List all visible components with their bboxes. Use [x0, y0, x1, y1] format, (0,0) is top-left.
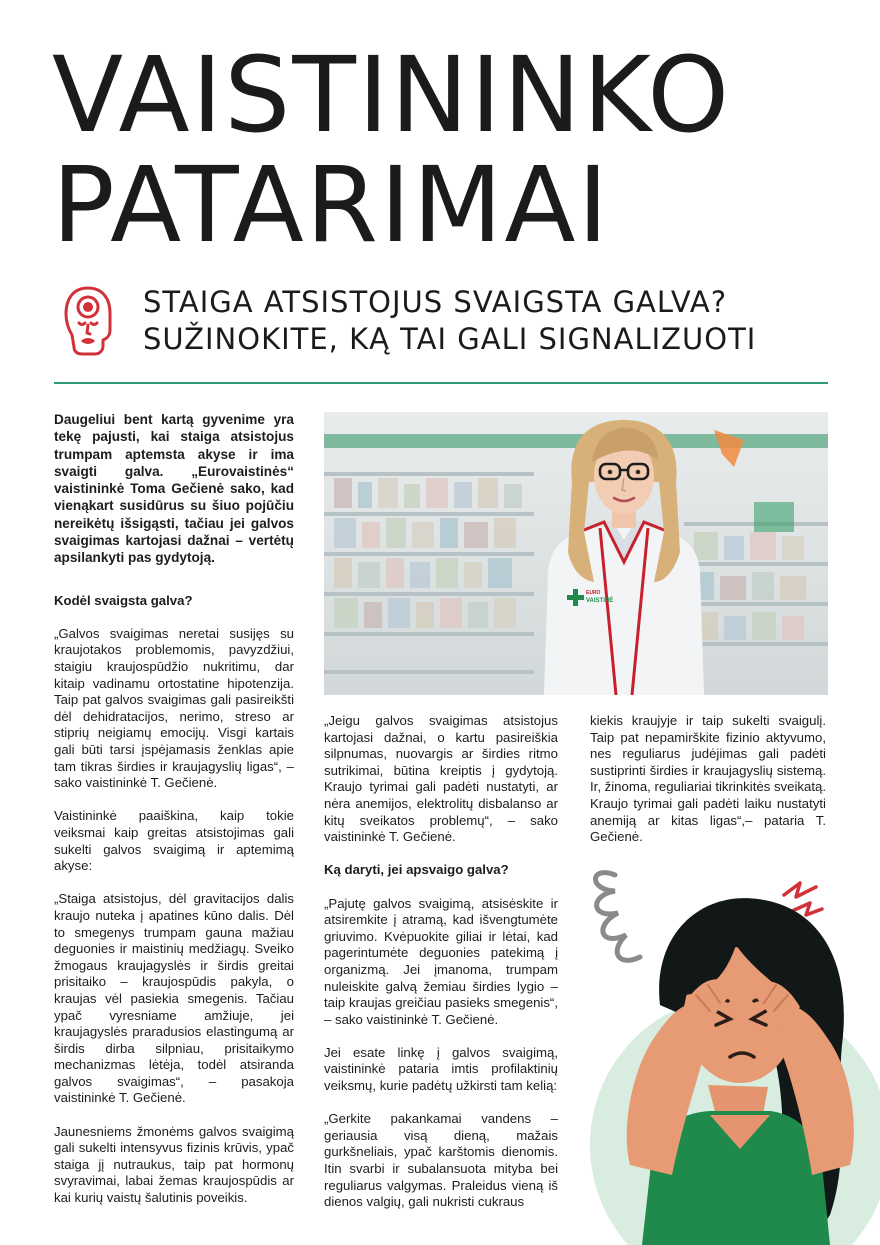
article-subtitle [143, 284, 756, 358]
section-heading-why: Kodėl svaigsta galva? [54, 592, 193, 608]
article-lead [54, 411, 294, 567]
coat-logo-text: VAISTINĖ [586, 598, 614, 604]
dizzy-head-icon [62, 285, 114, 357]
paragraph: kiekis kraujyje ir taip sukelti svaigulį. Taip pat nepamirškite fizinio aktyvumo, nes reguliarus judėjimas gali padėti sustiprinti širdies ir kraujagyslių sistemą. Ir, žinoma, reguliariai tikrinkitės sveikatą. Kraujo tyrimai gali padėti laiku nustatyti anemiją ar kitas ligas“,– pataria T. Gečienė. [590, 713, 826, 845]
page-title [52, 34, 732, 266]
paragraph: Jaunesniems žmonėms galvos svaigimą gali sukelti intensyvus fizinis krūvis, ypač staiga jį nutraukus, taip pat hormonų svyravimai, labai žemas kraujospūdis ar kai kurių vaistų šalutinis poveikis. [54, 1123, 294, 1206]
title-line-2: PATARIMAI [52, 144, 611, 266]
paragraph: „Gerkite pakankamai vandens – geriausia visą dieną, mažais gurkšneliais, ypač karštomis dienomis. Itin svarbi ir subalansuota mityba bei reguliarus valgymas. Praleidus vieną iš dienos valgių, gali nukristi cukraus [324, 1111, 558, 1210]
column-1 [54, 411, 294, 1223]
paragraph: „Pajutę galvos svaigimą, atsisėskite ir atsiremkite į atramą, kad išvengtumėte griuvimo. Kvėpuokite giliai ir lėtai, kad pagerintumėte deguonies patekimą į organizmą. Jei įmanoma, trumpam nuleiskite galvą žemiau širdies lygio – taip kraujas greičiau pasieks smegenis“, – sako vaistininkė T. Gečienė. [324, 895, 558, 1027]
paragraph: Jei esate linkę į galvos svaigimą, vaistininkė pataria imtis profilaktinių veiksmų, kurie padėtų užkirsti tam kelią: [324, 1044, 558, 1094]
paragraph: „Galvos svaigimas neretai susijęs su kraujotakos problemomis, pavyzdžiui, staigiu kraujospūdžio nukritimu, dar kitaip vadinamu ortostatine hipotenzija. Taip pat galvos svaigimas gali pasireikšti dėl dehidratacijos, nerimo, streso ar stiprių neigiamų emocijų. Visgi kartais gali būti tarsi įspėjamasis ženklas apie tam tikras širdies ir kraujagyslių ligas“, – sako vaistininkė T. Gečienė. [54, 625, 294, 791]
coat-logo-text: EURO [586, 590, 601, 596]
paragraph: „Jeigu galvos svaigimas atsistojus kartojasi dažnai, o kartu pasireiškia silpnumas, nuovargis ar širdies ritmo sutrikimai, būtina kreiptis į gydytoją. Kraujo tyrimai gali padėti nustatyti, ar nėra anemijos, elektrolitų disbalanso ar kitų sveikatos problemų“, – sako vaistininkė T. Gečienė. [324, 713, 558, 845]
subtitle-line-2: SUŽINOKITE, KĄ TAI GALI SIGNALIZUOTI [143, 322, 757, 356]
lead-paragraph: Daugeliui bent kartą gyvenime yra tekę pajusti, kai staiga atsistojus trumpam aptemsta akyse ir ima svaigti galva. „Eurovaistinės“ vaistininkė Toma Gečienė sako, kad vienąkart susidūrus su šiuo pojūčiu nereikėtų išsigąsti, tačiau jei galvos svaigimas kartojasi dažnai – vertėtų apsilankyti pas gydytoją. [54, 412, 294, 566]
section-heading-what-to-do: Ką daryti, jei apsvaigo galva? [324, 862, 509, 878]
title-line-1: VAISTININKO [52, 34, 732, 156]
pharmacist-photo [324, 412, 828, 695]
header-divider [54, 382, 828, 384]
column-2 [324, 713, 558, 1227]
subtitle-line-1: STAIGA ATSISTOJUS SVAIGSTA GALVA? [143, 285, 728, 319]
paragraph: „Staiga atsistojus, dėl gravitacijos dalis kraujo nuteka į apatines kūno dalis. Dėl to smegenys trumpam gauna mažiau deguonies ir maistinių medžiagų. Sveiko žmogaus kraujagyslės ir širdis greitai prisitaiko – kraujospūdis pakyla, o kraujas vėl pasiekia smegenis. Tačiau ypač vyresniame amžiuje, jei kraujagyslės praradusios elastingumą ar širdis dirba silpniau, prisitaikymo mechanizmas lėtėja, todėl atsiranda galvos svaigimas“, – pasakoja vaistininkė T. Gečienė. [54, 891, 294, 1106]
paragraph: Vaistininkė paaiškina, kaip tokie veiksmai kaip greitas atsistojimas gali sukelti galvos svaigimą ir aptemimą akyse: [54, 808, 294, 874]
dizzy-woman-illustration [560, 835, 880, 1245]
